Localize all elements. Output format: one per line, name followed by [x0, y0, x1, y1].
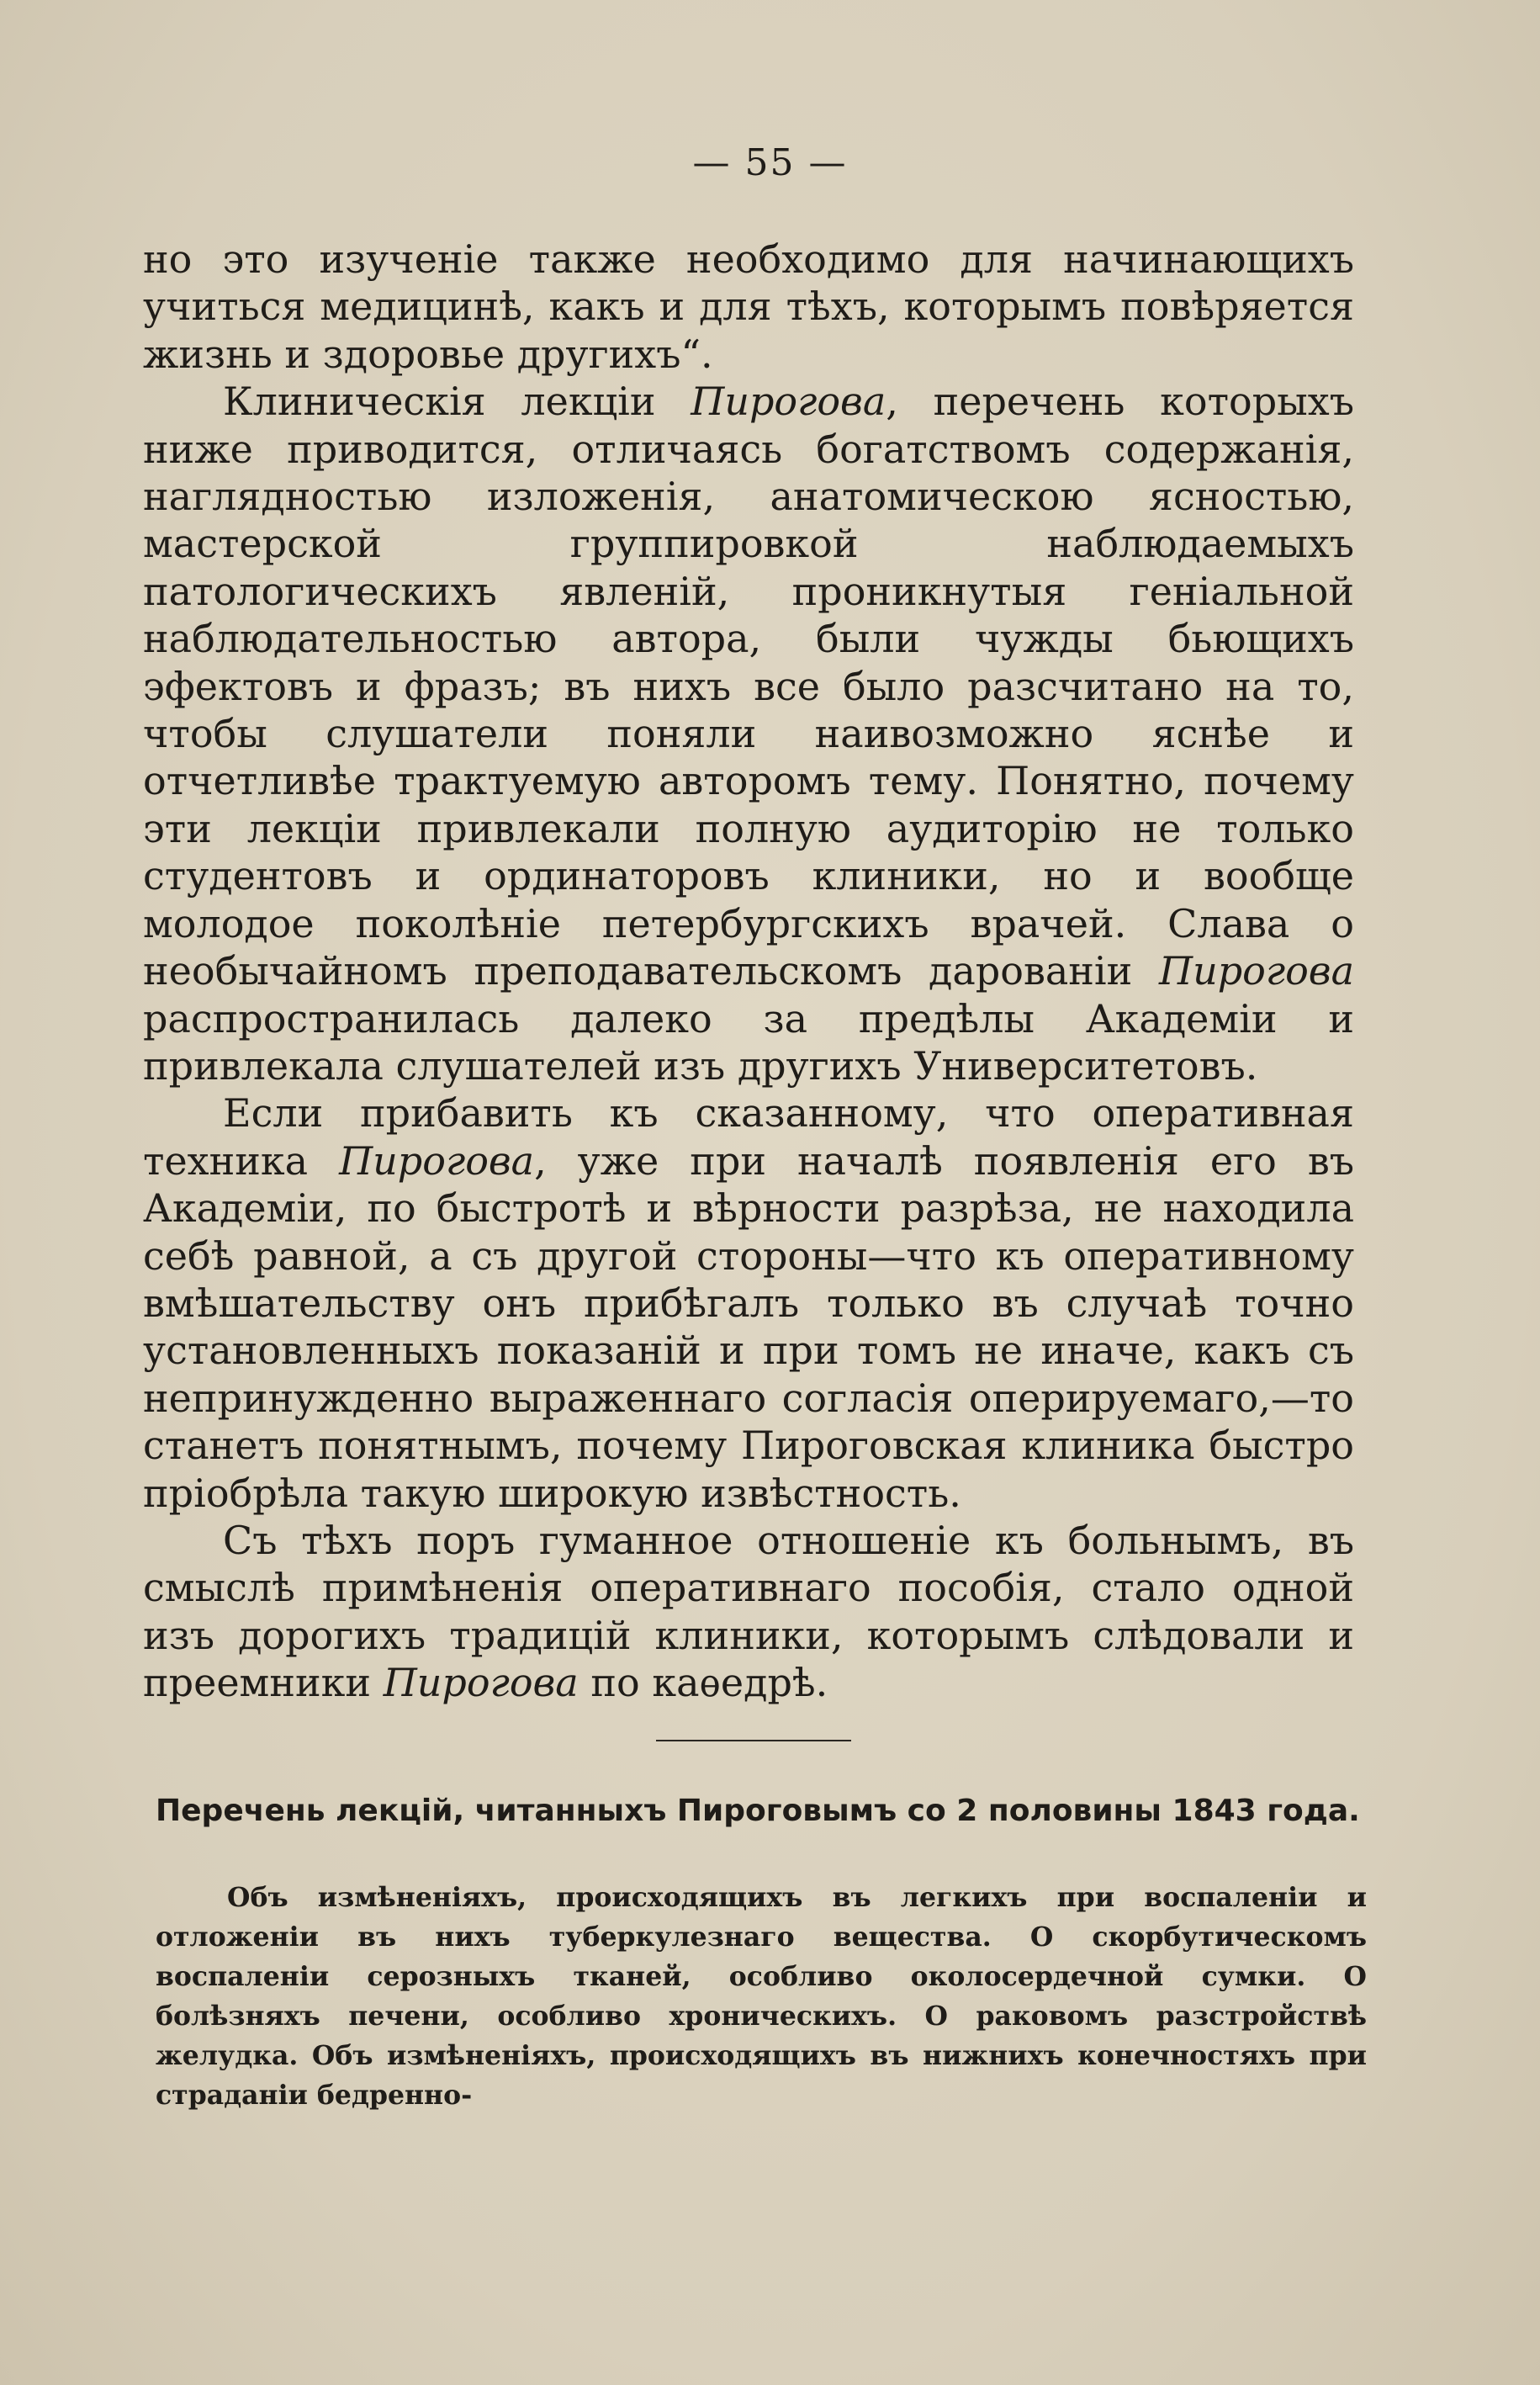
- text-segment: , перечень которыхъ ниже приводится, отличаясь богатствомъ содержанія, наглядностью изложенія, анатомическою ясностью, мастерской группировкой наблюдаемыхъ патологическихъ явленій, проникнутыя геніальной наблюдательностью автора, были чужды бьющихъ эфектовъ и фразъ; въ нихъ все было разсчитано на то, чтобы слушатели поняли наивозможно яснѣе и отчетливѣе трактуемую авторомъ тему. Понятно, почему эти лекціи привлекали полную аудиторію не только студентовъ и ординаторовъ клиники, но и вообще молодое поколѣніе петербургскихъ врачей. Слава о необычайномъ преподавательскомъ дарованіи: [143, 379, 1354, 994]
- page-number: — 55 —: [692, 141, 848, 184]
- text-segment: Съ тѣхъ поръ гуманное отношеніе къ больнымъ, въ смыслѣ примѣненія оперативнаго пособія, стало одной изъ дорогихъ традицій клиники, которымъ слѣдовали и преемники: [143, 1517, 1354, 1706]
- text-segment: по каѳедрѣ.: [578, 1660, 828, 1706]
- author-name-italic: Пирогова: [383, 1660, 579, 1706]
- lecture-list-paragraph: Объ измѣненіяхъ, происходящихъ въ легкихъ при воспаленіи и отложеніи въ нихъ туберкулезнаго вещества. О скорбутическомъ воспаленіи серозныхъ тканей, особливо околосердечной сумки. О болѣзняхъ печени, особливо хроническихъ. О раковомъ разстройствѣ желудка. Объ измѣненіяхъ, происходящихъ въ нижнихъ конечностяхъ при страданіи бедренно-: [156, 1882, 1367, 2111]
- author-name-italic: Пирогова: [691, 379, 886, 425]
- body-text: [143, 236, 1354, 1707]
- author-name-italic: Пирогова: [339, 1137, 535, 1184]
- section-title: Перечень лекцій, читанныхъ Пироговымъ со 2 половины 1843 года.: [156, 1794, 1360, 1828]
- section-divider: [656, 1740, 851, 1741]
- body-paragraph: [143, 378, 1354, 1089]
- text-segment: но это изученіе также необходимо для начинающихъ учиться медицинѣ, какъ и для тѣхъ, которымъ повѣряется жизнь и здоровье другихъ“.: [143, 236, 1354, 377]
- text-segment: распространилась далеко за предѣлы Академіи и привлекала слушателей изъ другихъ Университетовъ.: [143, 995, 1354, 1089]
- body-paragraph: [143, 236, 1354, 378]
- text-segment: Если прибавить къ сказанному, что оперативная техника: [143, 1090, 1354, 1184]
- lecture-list: [156, 1878, 1367, 2115]
- text-segment: , уже при началѣ появленія его въ Академіи, по быстротѣ и вѣрности разрѣза, не находила себѣ равной, а съ другой стороны—что къ оперативному вмѣшательству онъ прибѣгалъ только въ случаѣ точно установленныхъ показаній и при томъ не иначе, какъ съ непринужденно выраженнаго согласія оперируемаго,—то станетъ понятнымъ, почему Пироговская клиника быстро пріобрѣла такую широкую извѣстность.: [143, 1137, 1354, 1516]
- body-paragraph: [143, 1089, 1354, 1517]
- text-segment: Клиническія лекціи: [223, 379, 691, 425]
- author-name-italic: Пирогова: [1158, 948, 1354, 994]
- body-paragraph: [143, 1517, 1354, 1707]
